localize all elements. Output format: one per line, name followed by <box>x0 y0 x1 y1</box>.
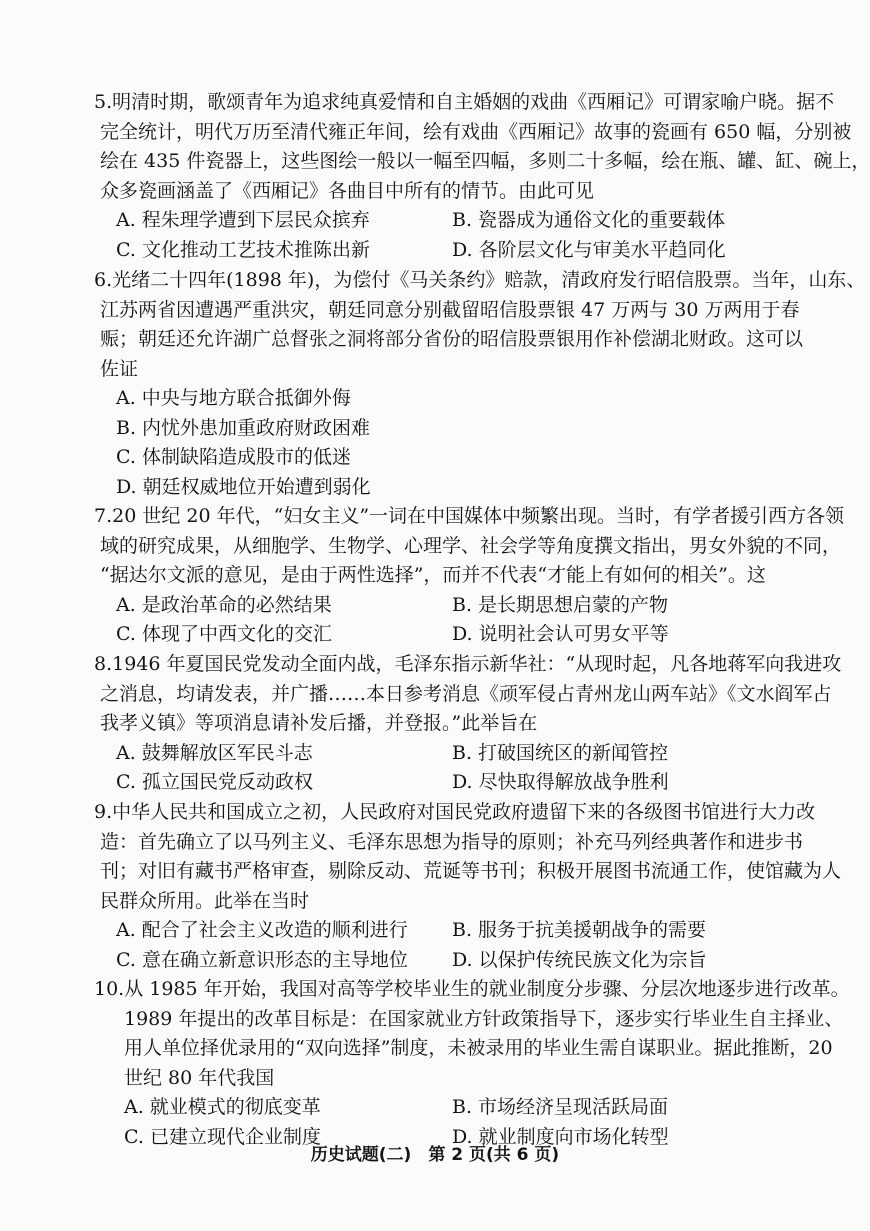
option-b: B. 打破国统区的新闻管控 <box>452 741 669 764</box>
option-row <box>100 620 790 650</box>
option-row <box>100 946 790 976</box>
question-5 <box>94 88 870 265</box>
option-row <box>100 768 790 798</box>
option-a: A. 配合了社会主义改造的顺利进行 <box>116 919 408 941</box>
option-row <box>100 236 790 266</box>
option-a: A. 程朱理学遭到下层民众摈弃 <box>116 209 370 231</box>
option-c: C. 意在确立新意识形态的主导地位 <box>116 948 408 971</box>
question-8-line: 之消息，均请发表，并广播……本日参考消息《顽军侵占青州龙山两车站》《文水阎军占 <box>100 682 832 705</box>
question-8-line: 我孝义镇》等项消息请补发后播，并登报。”此举旨在 <box>100 712 538 734</box>
question-6-line: 江苏两省因遭遇严重洪灾，朝廷同意分别截留昭信股票银 47 万两与 30 万两用于春 <box>100 298 800 321</box>
option-c: C. 体制缺陷造成股市的低迷 <box>116 446 351 468</box>
question-10 <box>94 975 850 1152</box>
question-9 <box>94 798 842 975</box>
question-5-line: 完全统计，明代万历至清代雍正年间，绘有戏曲《西厢记》故事的瓷画有 650 幅，分别被 <box>100 120 852 143</box>
question-8 <box>94 650 842 798</box>
option-d: D. 各阶层文化与审美水平趋同化 <box>452 238 726 261</box>
question-10-line: 10.从 1985 年开始，我国对高等学校毕业生的就业制度分步骤、分层次地逐步进行改革。 <box>94 978 850 1000</box>
question-5-line: 5.明清时期，歌颂青年为追求纯真爱情和自主婚姻的戏曲《西厢记》可谓家喻户晓。据不 <box>94 91 835 113</box>
page-footer: 历史试题(二) 第 2 页(共 6 页) <box>310 1145 560 1165</box>
option-row <box>100 739 790 769</box>
option-row <box>100 1093 790 1123</box>
option-d: D. 就业制度向市场化转型 <box>452 1125 669 1148</box>
option-row <box>100 591 790 621</box>
question-6 <box>94 266 866 502</box>
question-7-line: “据达尔文派的意见，是由于两性选择”，而并不代表“才能上有如何的相关”。这 <box>100 564 766 586</box>
option-c: C. 文化推动工艺技术推陈出新 <box>116 238 370 261</box>
question-9-line: 造：首先确立了以马列主义、毛泽东思想为指导的原则；补充马列经典著作和进步书 <box>100 830 804 853</box>
question-5-line: 绘在 435 件瓷器上，这些图绘一般以一幅至四幅，多则二十多幅，绘在瓶、罐、缸、碗上， <box>100 150 870 172</box>
option-d: D. 以保护传统民族文化为宗旨 <box>452 948 707 971</box>
option-c: C. 已建立现代企业制度 <box>124 1125 321 1148</box>
option-d: D. 说明社会认可男女平等 <box>452 623 669 645</box>
option-a: A. 是政治革命的必然结果 <box>116 593 332 616</box>
option-b: B. 瓷器成为通俗文化的重要载体 <box>452 209 726 231</box>
question-9-line: 民群众所用。此举在当时 <box>100 889 310 912</box>
question-10-line: 1989 年提出的改革目标是：在国家就业方针政策指导下，逐步实行毕业生自主择业、 <box>124 1007 844 1030</box>
option-row <box>100 206 790 236</box>
option-a: A. 鼓舞解放区军民斗志 <box>116 741 313 764</box>
option-row <box>100 916 790 946</box>
option-b: B. 内忧外患加重政府财政困难 <box>116 416 371 439</box>
question-6-line: 赈；朝廷还允许湖广总督张之洞将部分省份的昭信股票银用作补偿湖北财政。这可以 <box>100 328 804 350</box>
question-6-line: 6.光绪二十四年(1898 年)，为偿付《马关条约》赔款，清政府发行昭信股票。当年，山东、 <box>94 269 866 291</box>
question-10-line: 用人单位择优录用的“双向选择”制度，未被录用的毕业生需自谋职业。据此推断，20 <box>124 1037 833 1059</box>
option-c: C. 孤立国民党反动政权 <box>116 771 313 793</box>
question-7 <box>94 502 845 650</box>
question-10-line: 世纪 80 年代我国 <box>124 1066 275 1089</box>
question-9-line: 刊；对旧有藏书严格审查，剔除反动、荒诞等书刊；积极开展图书流通工作，使馆藏为人 <box>100 860 842 882</box>
option-d: D. 朝廷权威地位开始遭到弱化 <box>116 475 371 498</box>
question-9-line: 9.中华人民共和国成立之初，人民政府对国民党政府遗留下来的各级图书馆进行大力改 <box>94 801 816 823</box>
option-b: B. 服务于抗美援朝战争的需要 <box>452 919 707 941</box>
question-6-line: 佐证 <box>100 357 139 380</box>
question-5-line: 众多瓷画涵盖了《西厢记》各曲目中所有的情节。由此可见 <box>100 179 595 202</box>
option-c: C. 体现了中西文化的交汇 <box>116 623 332 645</box>
option-d: D. 尽快取得解放战争胜利 <box>452 771 669 793</box>
option-b: B. 市场经济呈现活跃局面 <box>452 1096 669 1118</box>
question-7-line: 7.20 世纪 20 年代，“妇女主义”一词在中国媒体中频繁出现。当时，有学者援引西方各领 <box>94 505 845 527</box>
question-8-line: 8.1946 年夏国民党发动全面内战，毛泽东指示新华社：“从现时起，凡各地蒋军向我进攻 <box>94 653 842 675</box>
question-7-line: 域的研究成果，从细胞学、生物学、心理学、社会学等角度撰文指出，男女外貌的不同， <box>100 534 842 557</box>
option-b: B. 是长期思想启蒙的产物 <box>452 593 669 616</box>
option-a: A. 中央与地方联合抵御外侮 <box>116 387 351 409</box>
option-a: A. 就业模式的彻底变革 <box>124 1096 321 1118</box>
